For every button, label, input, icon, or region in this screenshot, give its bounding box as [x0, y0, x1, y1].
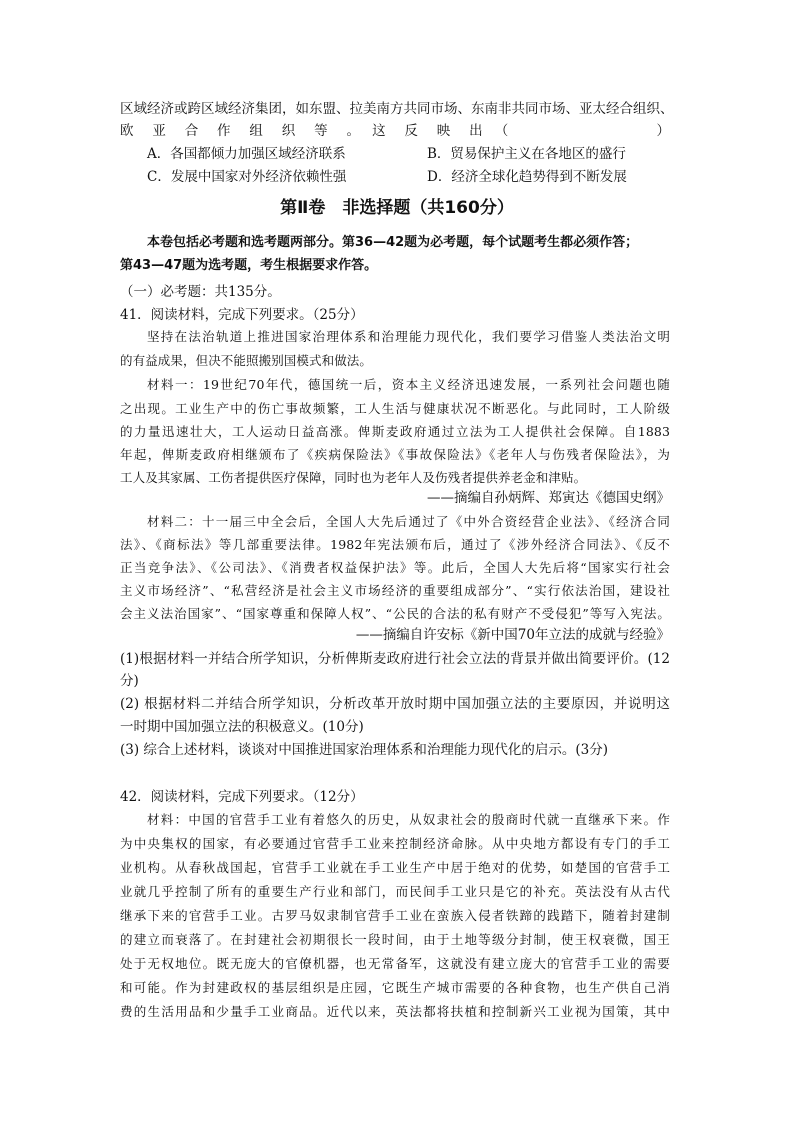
q41-ask1-line-1: (1)根据材料一并结合所学知识，分析俾斯麦政府进行社会立法的背景并做出简要评价。(12 — [120, 651, 670, 667]
q41-lead-line-2: 的有益成果，但决不能照搬别国模式和做法。 — [120, 353, 373, 368]
q42-material-line-7: 处于无权地位。既无庞大的官僚机器，也无常备军，这就没有建立庞大的官营手工业的需要 — [120, 956, 670, 971]
q41-material2-source: ——摘编自许安标《新中国70年立法的成就与经验》 — [355, 627, 670, 643]
q42-material-line-1: 材料：中国的官营手工业有着悠久的历史，从奴隶社会的殷商时代就一直继承下来。作 — [147, 812, 670, 827]
q41-material2-line-5: 会主义法治国家”、“国家尊重和保障人权”、“公民的合法的私有财产不受侵犯”等写入宪法。 — [120, 606, 670, 621]
q41-material2-line-4: 主义市场经济”、“私营经济是社会主义市场经济的重要组成部分”、“实行依法治国，建设社 — [120, 583, 670, 598]
q40-option-c: C．发展中国家对外经济依赖性强 — [147, 169, 347, 185]
q41-material1-line-3: 的力量迅速壮大，工人运动日益高涨。俾斯麦政府通过立法为工人提供社会保障。自1883 — [120, 424, 670, 439]
q42-material-line-4: 业就几乎控制了所有的重要生产行业和部门，而民间手工业只是它的补充。英法没有从古代 — [120, 884, 670, 899]
q41-ask2-line-1: (2) 根据材料二并结合所学知识，分析改革开放时期中国加强立法的主要原因，并说明这 — [120, 696, 670, 712]
q42-material-line-6: 的建立而衰落了。在封建社会初期很长一段时间，由于土地等级分封制，使王权衰微，国王 — [120, 932, 670, 947]
q41-material1-line-4: 年起，俾斯麦政府相继颁布了《疾病保险法》《事故保险法》《老年人与伤残者保险法》，为 — [120, 447, 670, 462]
q42-material-line-2: 为中央集权的国家，有必要通过官营手工业来控制经济命脉。从中央地方都设有专门的手工 — [120, 836, 670, 851]
q41-material1-line-5: 工人及其家属、工伤者提供医疗保障，同时也为老年人及伤残者提供养老金和津贴。 — [120, 470, 587, 485]
q41-material1-line-2: 之出现。工业生产中的伤亡事故频繁，工人生活与健康状况不断恶化。与此同时，工人阶级 — [120, 401, 670, 416]
section-intro-line-2: 第43—47题为选考题，考生根据要求作答。 — [120, 258, 378, 273]
q42-material-line-9: 费的生活用品和少量手工业商品。近代以来，英法都将扶植和控制新兴工业视为国策，其中 — [120, 1004, 670, 1019]
q41-ask2-line-2: 一时期中国加强立法的积极意义。(10分) — [120, 719, 364, 735]
section-intro-line-1: 本卷包括必考题和选考题两部分。第36—42题为必考题，每个试题考生都必须作答； — [147, 235, 639, 250]
q40-stem-line-1: 区域经济或跨区域经济集团，如东盟、拉美南方共同市场、东南非共同市场、亚太经合组织、 — [120, 101, 674, 117]
section-title: 第Ⅱ卷 非选择题（共160分） — [280, 198, 514, 218]
q42-heading: 42．阅读材料，完成下列要求。（12分） — [120, 789, 364, 805]
q42-material-line-3: 业机构。从春秋战国起，官营手工业就在手工业生产中居于绝对的优势，如楚国的官营手工 — [120, 860, 670, 875]
q42-material-line-5: 继承下来的官营手工业。古罗马奴隶制官营手工业在蛮族入侵者铁蹄的践踏下，随着封建制 — [120, 908, 670, 923]
q41-ask1-line-2: 分) — [120, 673, 139, 689]
q41-material1-line-1: 材料一：19世纪70年代，德国统一后，资本主义经济迅速发展，一系列社会问题也随 — [147, 377, 670, 392]
q41-lead-line-1: 坚持在法治轨道上推进国家治理体系和治理能力现代化，我们要学习借鉴人类法治文明 — [147, 329, 670, 344]
q40-option-b: B．贸易保护主义在各地区的盛行 — [427, 146, 626, 162]
q41-material2-line-1: 材料二：十一届三中全会后，全国人大先后通过了《中外合资经营企业法》、《经济合同 — [147, 514, 670, 529]
q41-material2-line-2: 法》、《商标法》等几部重要法律。1982年宪法颁布后，通过了《涉外经济合同法》、《反不 — [120, 537, 670, 552]
q41-heading: 41．阅读材料，完成下列要求。（25分） — [120, 307, 364, 323]
q40-stem-line-2: 欧 亚 合 作 组 织 等 。 这 反 映 出 （ ） — [120, 123, 670, 139]
q40-option-d: D．经济全球化趋势得到不断发展 — [427, 169, 627, 185]
q40-option-a: A．各国都倾力加强区域经济联系 — [147, 146, 346, 162]
q41-material1-source: ——摘编自孙炳辉、郑寅达《德国史纲》 — [427, 490, 670, 506]
compulsory-heading: （一）必考题：共135分。 — [120, 284, 281, 300]
q42-material-line-8: 和可能。作为封建政权的基层组织是庄园，它既生产城市需要的各种食物，也生产供自己消 — [120, 980, 670, 995]
q41-material2-line-3: 正当竞争法》、《公司法》、《消费者权益保护法》等。此后，全国人大先后将“国家实行社会 — [120, 560, 670, 575]
q41-ask3: (3) 综合上述材料，谈谈对中国推进国家治理体系和治理能力现代化的启示。(3分) — [120, 742, 609, 758]
